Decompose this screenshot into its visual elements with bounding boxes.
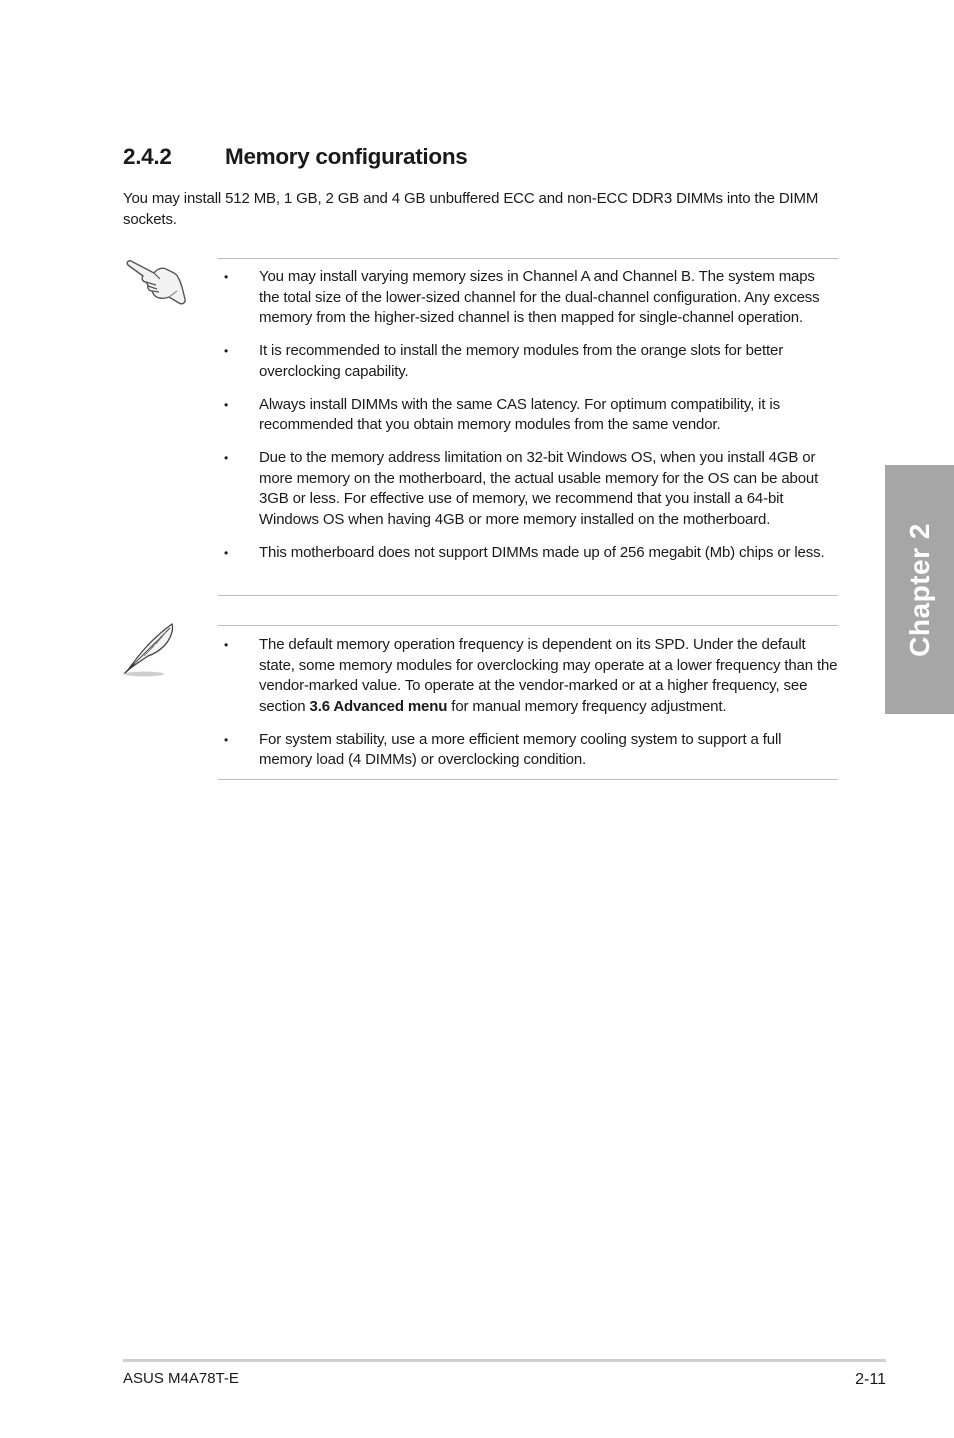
chapter-tab-label: Chapter 2	[903, 522, 935, 657]
hand-icon	[124, 255, 188, 307]
list-item	[218, 730, 838, 771]
footer-product-name: ASUS M4A78T-E	[123, 1370, 239, 1387]
intro-paragraph: You may install 512 MB, 1 GB, 2 GB and 4 GB unbuffered ECC and non-ECC DDR3 DIMMs into the DIMM sockets.	[123, 190, 819, 228]
bullet: •	[224, 545, 229, 560]
list-item	[218, 448, 838, 530]
section-reference: 3.6 Advanced menu	[309, 697, 448, 715]
footer-divider	[123, 1359, 886, 1362]
bullet: •	[224, 638, 229, 652]
list-item-text: Always install DIMMs with the same CAS latency. For optimum compatibility, it is recommended that you obtain memory modules from the same vendor.	[259, 395, 780, 433]
list-item	[218, 635, 838, 717]
list-item-text: The default memory operation frequency is dependent on its SPD. Under the default state, some memory modules for overclocking may operate at a lower frequency than the vendor-marked value. To operate at the vendor-marked or at a higher frequency, see section	[259, 636, 838, 715]
list-item	[218, 341, 838, 382]
list-item-text: Due to the memory address limitation on 32-bit Windows OS, when you install 4GB or more memory on the motherboard, the actual usable memory for the OS can be about 3GB or less. For effective use of memory, we recommend that you install a 64-bit Windows OS when having 4GB or more memory installed on the motherboard.	[259, 449, 819, 528]
feather-icon	[120, 620, 180, 678]
important-notes-list	[218, 259, 838, 563]
list-item-text: for manual memory frequency adjustment.	[447, 697, 727, 715]
page-number: 2-11	[855, 1371, 886, 1388]
bullet: •	[224, 451, 229, 465]
list-item-text: This motherboard does not support DIMMs made up of 256 megabit (Mb) chips or less.	[259, 543, 825, 561]
list-item-text: It is recommended to install the memory modules from the orange slots for better overclocking capability.	[259, 342, 784, 380]
bullet: •	[224, 344, 229, 358]
list-item-text: For system stability, use a more efficient memory cooling system to support a full memory load (4 DIMMs) or overclocking condition.	[259, 730, 782, 768]
list-item-text: You may install varying memory sizes in Channel A and Channel B. The system maps the total size of the lower-sized channel for the dual-channel configuration. Any excess memory from the higher-sized channel is then mapped for single-channel operation.	[259, 268, 820, 326]
section-number: 2.4.2	[123, 144, 172, 169]
bullet: •	[224, 270, 229, 284]
bullet: •	[224, 397, 229, 412]
list-item	[218, 543, 838, 564]
chapter-tab	[885, 465, 954, 714]
notes-list	[218, 626, 838, 771]
list-item	[218, 267, 838, 329]
section-heading	[123, 144, 467, 170]
important-notes-block	[218, 258, 838, 596]
section-title: Memory configurations	[225, 144, 468, 169]
list-item	[218, 395, 838, 436]
bullet: •	[224, 732, 229, 747]
notes-block	[218, 625, 838, 780]
